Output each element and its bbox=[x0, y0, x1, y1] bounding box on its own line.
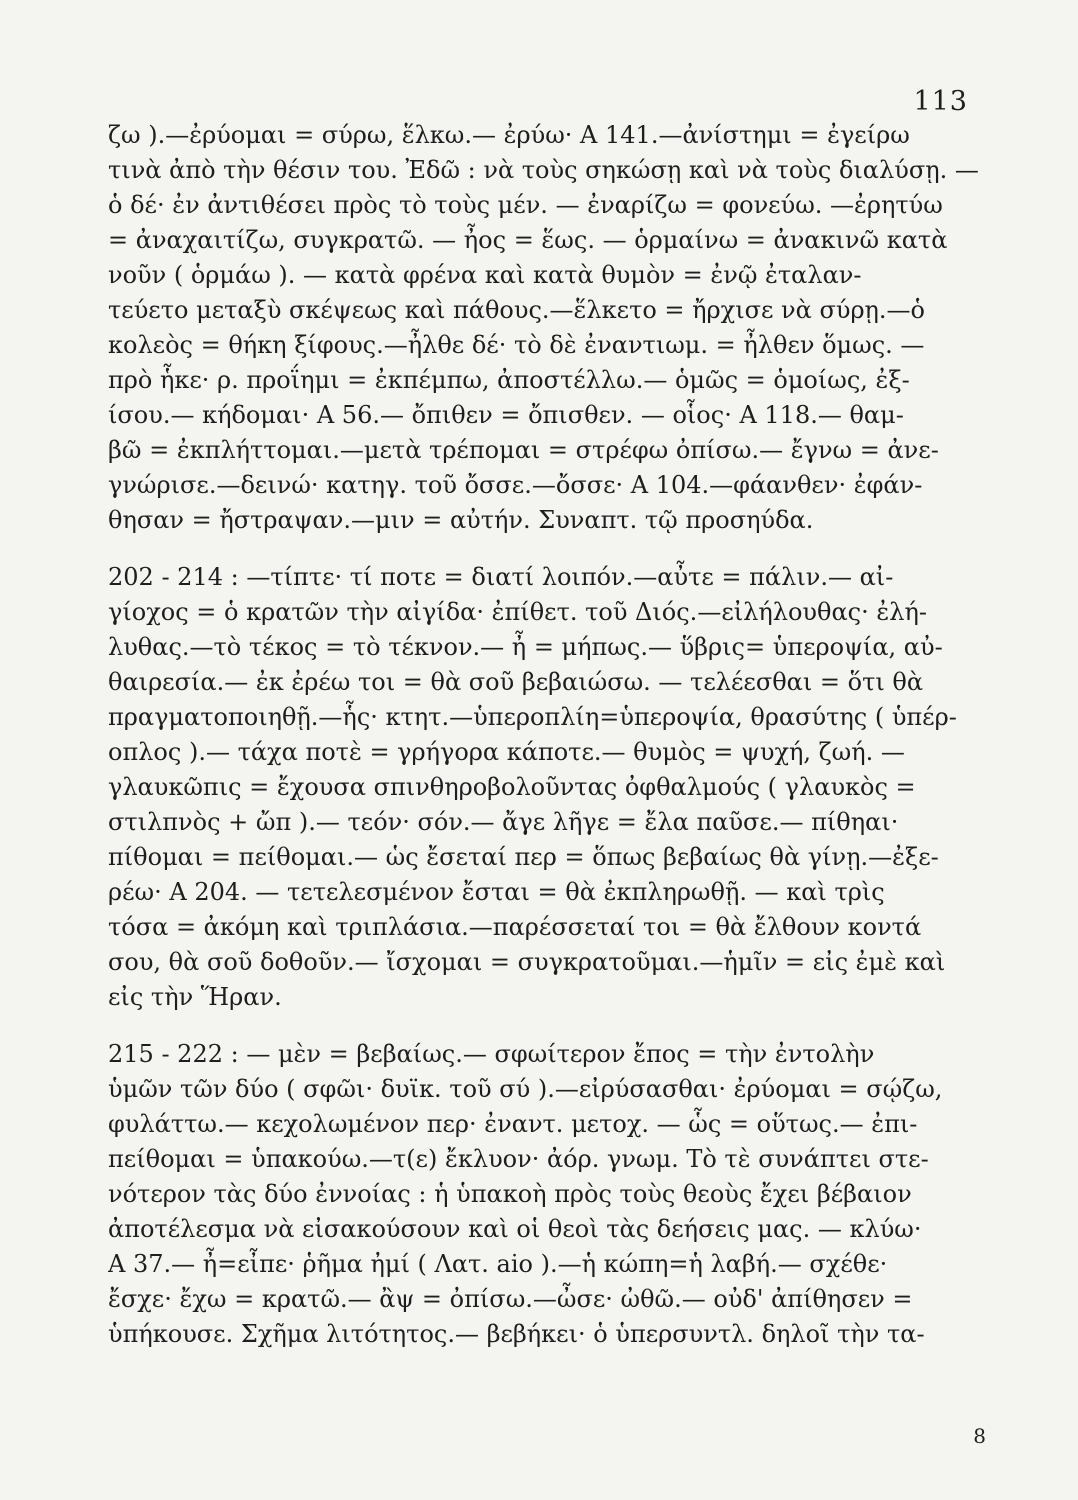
text-line: πρὸ ἧκε· ρ. προΐημι = ἐκπέμπω, ἀποστέλλω.— ὁμῶς = ὁμοίως, ἐξ- bbox=[108, 366, 910, 394]
text-line: οπλος ).— τάχα ποτὲ = γρήγορα κάποτε.— θυμὸς = ψυχή, ζωή. — bbox=[108, 738, 905, 766]
text-line: εἰς τὴν Ἥραν. bbox=[108, 983, 282, 1011]
paragraph-2 bbox=[108, 560, 988, 1015]
text-line: σου, θὰ σοῦ δοθοῦν.— ἴσχομαι = συγκρατοῦμαι.—ἡμῖν = εἰς ἐμὲ καὶ bbox=[108, 948, 946, 976]
text-line: κολεὸς = θήκη ξίφους.—ἦλθε δέ· τὸ δὲ ἐναντιωμ. = ἦλθεν ὅμως. — bbox=[108, 331, 925, 359]
text-line: τινὰ ἀπὸ τὴν θέσιν του. Ἐδῶ : νὰ τοὺς σηκώσῃ καὶ νὰ τοὺς διαλύσῃ. — bbox=[108, 156, 979, 184]
text-line: ὑμῶν τῶν δύο ( σφῶι· δυϊκ. τοῦ σύ ).—εἰρύσασθαι· ἐρύομαι = σῴζω, bbox=[108, 1075, 943, 1103]
text-line: βῶ = ἐκπλήττομαι.—μετὰ τρέπομαι = στρέφω ὀπίσω.— ἔγνω = ἀνε- bbox=[108, 436, 939, 464]
text-line: ἔσχε· ἔχω = κρατῶ.— ἂψ = ὀπίσω.—ὦσε· ὠθῶ.— οὐδ' ἀπίθησεν = bbox=[108, 1285, 913, 1313]
text-line: στιλπνὸς + ὤπ ).— τεόν· σόν.— ἄγε λῆγε = ἔλα παῦσε.— πίθηαι· bbox=[108, 808, 899, 836]
text-line: πίθομαι = πείθομαι.— ὡς ἔσεταί περ = ὅπως βεβαίως θὰ γίνῃ.—ἐξε- bbox=[108, 843, 939, 871]
text-line: θαιρεσία.— ἐκ ἐρέω τοι = θὰ σοῦ βεβαιώσω. — τελέεσθαι = ὅτι θὰ bbox=[108, 668, 924, 696]
text-line: ίσου.— κήδομαι· A 56.— ὄπιθεν = ὄπισθεν. — οἷος· A 118.— θαμ- bbox=[108, 401, 904, 429]
paragraph-1 bbox=[108, 118, 988, 538]
text-line: πείθομαι = ὑπακούω.—τ(ε) ἔκλυον· ἀόρ. γνωμ. Τὸ τὲ συνάπτει στε- bbox=[108, 1145, 929, 1173]
text-line: τόσα = ἀκόμη καὶ τριπλάσια.—παρέσσεταί τοι = θὰ ἔλθουν κοντά bbox=[108, 913, 922, 941]
text-line: νοῦν ( ὁρμάω ). — κατὰ φρένα καὶ κατὰ θυμὸν = ἐνῷ ἐταλαν- bbox=[108, 261, 862, 289]
text-line: ρέω· A 204. — τετελεσμένον ἔσται = θὰ ἐκπληρωθῇ. — καὶ τρὶς bbox=[108, 878, 885, 906]
text-line: πραγματοποιηθῇ.—ἧς· κτητ.—ὑπεροπλίη=ὑπεροψία, θρασύτης ( ὑπέρ- bbox=[108, 703, 957, 731]
text-line: λυθας.—τὸ τέκος = τὸ τέκνον.— ἦ = μήπως.— ὕβρις= ὑπεροψία, αὐ- bbox=[108, 633, 943, 661]
text-line: φυλάττω.— κεχολωμένον περ· ἐναντ. μετοχ. — ὧς = οὕτως.— ἐπι- bbox=[108, 1110, 918, 1138]
text-line: ὁ δέ· ἐν ἀντιθέσει πρὸς τὸ τοὺς μέν. — ἐναρίζω = φονεύω. —ἐρητύω bbox=[108, 191, 943, 219]
text-line: ὑπήκουσε. Σχῆμα λιτότητος.— βεβήκει· ὁ ὑπερσυντλ. δηλοῖ τὴν τα- bbox=[108, 1320, 925, 1348]
text-line: γλαυκῶπις = ἔχουσα σπινθηροβολοῦντας ὀφθαλμούς ( γλαυκὸς = bbox=[108, 773, 916, 801]
text-line: ζω ).—ἐρύομαι = σύρω, ἕλκω.— ἐρύω· A 141.—ἀνίστημι = ἐγείρω bbox=[108, 121, 910, 149]
page-number: 113 bbox=[913, 86, 968, 117]
text-line: 215 - 222 : — μὲν = βεβαίως.— σφωίτερον ἔπος = τὴν ἐντολὴν bbox=[108, 1040, 875, 1068]
text-line: = ἀναχαιτίζω, συγκρατῶ. — ἦος = ἕως. — ὁρμαίνω = ἀνακινῶ κατὰ bbox=[108, 226, 948, 254]
signature-mark: 8 bbox=[973, 1424, 986, 1448]
text-line: ἀποτέλεσμα νὰ εἰσακούσουν καὶ οἱ θεοὶ τὰς δεήσεις μας. — κλύω· bbox=[108, 1215, 922, 1243]
text-line: A 37.— ἦ=εἶπε· ῥῆμα ἠμί ( Λατ. aio ).—ἡ κώπη=ἡ λαβή.— σχέθε· bbox=[108, 1250, 888, 1278]
text-line: γίοχος = ὁ κρατῶν τὴν αἰγίδα· ἐπίθετ. τοῦ Διός.—εἰλήλουθας· ἐλή- bbox=[108, 598, 927, 626]
text-line: νότερον τὰς δύο ἐννοίας : ἡ ὑπακοὴ πρὸς τοὺς θεοὺς ἔχει βέβαιον bbox=[108, 1180, 912, 1208]
text-line: θησαν = ἤστραψαν.—μιν = αὐτήν. Συναπτ. τῷ προσηύδα. bbox=[108, 506, 814, 534]
text-line: τεύετο μεταξὺ σκέψεως καὶ πάθους.—ἕλκετο = ἤρχισε νὰ σύρῃ.—ὁ bbox=[108, 296, 926, 324]
text-line: 202 - 214 : —τίπτε· τί ποτε = διατί λοιπόν.—αὖτε = πάλιν.— αἰ- bbox=[108, 563, 894, 591]
commentary-text bbox=[108, 118, 988, 1352]
text-line: γνώρισε.—δεινώ· κατηγ. τοῦ ὄσσε.—ὄσσε· A 104.—φάανθεν· ἐφάν- bbox=[108, 471, 923, 499]
paragraph-3 bbox=[108, 1037, 988, 1352]
